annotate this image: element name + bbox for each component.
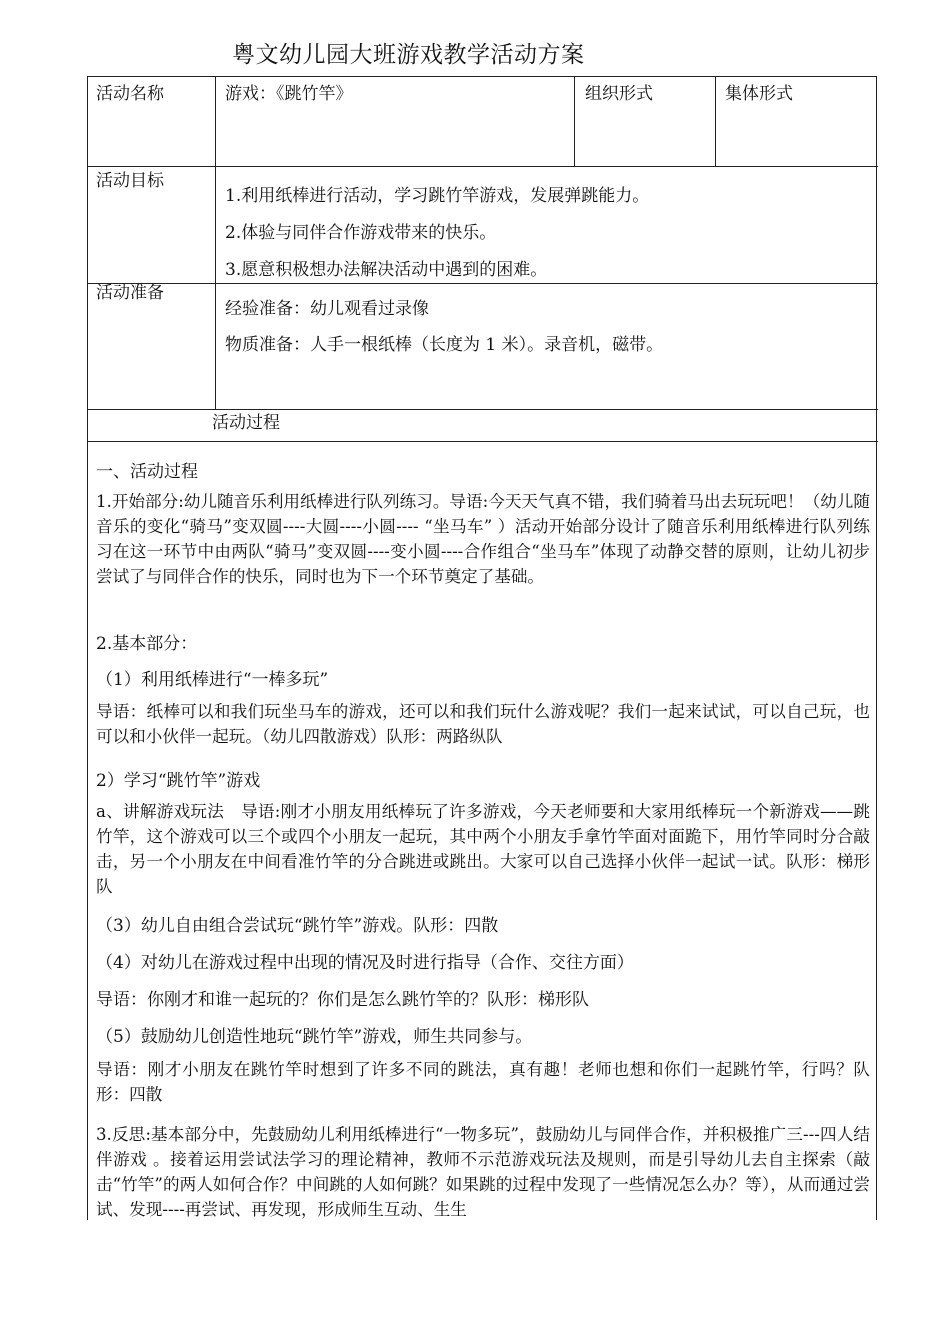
process-heading: 一、活动过程	[96, 462, 198, 482]
process-step-heading: （5）鼓励幼儿创造性地玩“跳竹竿”游戏，师生共同参与。	[96, 1027, 533, 1047]
column-divider	[715, 77, 716, 166]
goals-label: 活动目标	[96, 171, 164, 191]
process-paragraph-rules	[96, 799, 870, 899]
organization-form-value: 集体形式	[725, 84, 793, 104]
column-divider	[574, 77, 575, 166]
paragraph-text: 3.反思:基本部分中，先鼓励幼儿利用纸棒进行“一物多玩”，鼓励幼儿与同伴合作，并积极推广三---四人结伴游戏 。接着运用尝试法学习的理论精神，教师不示范游戏玩法及规则，而是引导幼儿去自主探索（敲击“竹竿”的两人如何合作？中间跳的人如何跳？如果跳的过程中发现了一些情况怎么办？等），从而通过尝试、发现----再尝试、再发现，形成师生互动、生生	[96, 1125, 870, 1219]
process-header: 活动过程	[212, 413, 280, 433]
row-divider	[88, 283, 878, 284]
row-divider	[88, 441, 878, 442]
activity-name-value: 游戏：《跳竹竿》	[225, 84, 353, 104]
paragraph-text: 导语：纸棒可以和我们玩坐马车的游戏，还可以和我们玩什么游戏呢？我们一起来试试，可以自己玩，也可以和小伙伴一起玩。（幼儿四散游戏）队形：两路纵队	[96, 702, 870, 746]
column-divider	[215, 77, 216, 409]
preparation-item: 物质准备：人手一根纸棒（长度为 1 米）。录音机，磁带。	[225, 335, 664, 355]
process-paragraph-start	[96, 489, 870, 589]
row-divider	[88, 409, 878, 410]
row-divider	[88, 166, 878, 167]
process-basic-heading: 2.基本部分：	[96, 634, 198, 654]
process-step-heading: （4）对幼儿在游戏过程中出现的情况及时进行指导（合作、交往方面）	[96, 953, 634, 973]
process-paragraph-reflection	[96, 1122, 870, 1222]
process-step-heading: （3）幼儿自由组合尝试玩“跳竹竿”游戏。队形：四散	[96, 916, 499, 936]
paragraph-text: 导语：刚才小朋友在跳竹竿时想到了许多不同的跳法，真有趣！老师也想和你们一起跳竹竿，行吗？队形：四散	[96, 1060, 870, 1104]
document-title: 粤文幼儿园大班游戏教学活动方案	[232, 42, 585, 68]
goal-item: 3.愿意积极想办法解决活动中遇到的困难。	[225, 260, 548, 280]
goal-item: 1.利用纸棒进行活动，学习跳竹竿游戏，发展弹跳能力。	[225, 186, 650, 206]
process-paragraph-guide	[96, 699, 870, 749]
goal-item: 2.体验与同伴合作游戏带来的快乐。	[225, 223, 497, 243]
process-guide-line: 导语：你刚才和谁一起玩的？你们是怎么跳竹竿的？队形：梯形队	[96, 990, 589, 1010]
process-step-heading: 2）学习“跳竹竿”游戏	[96, 771, 261, 791]
activity-name-label: 活动名称	[96, 84, 164, 104]
paragraph-text: a、讲解游戏玩法 导语:刚才小朋友用纸棒玩了许多游戏，今天老师要和大家用纸棒玩一个新游戏——跳竹竿，这个游戏可以三个或四个小朋友一起玩，其中两个小朋友手拿竹竿面对面跪下，用竹竿同时分合敲击，另一个小朋友在中间看准竹竿的分合跳进或跳出。大家可以自己选择小伙伴一起试一试。队形：梯形队	[96, 802, 870, 896]
paragraph-text: 1.开始部分:幼儿随音乐利用纸棒进行队列练习。导语:今天天气真不错，我们骑着马出去玩玩吧！（幼儿随音乐的变化“骑马”变双圆----大圆----小圆---- “坐马车” ）活动开始部分设计了随音乐利用纸棒进行队列练习在这一环节中由两队“骑马”变双圆----变小圆----合作组合“坐马车”体现了动静交替的原则，让幼儿初步尝试了与同伴合作的快乐，同时也为下一个环节奠定了基础。	[96, 492, 870, 586]
activity-plan-table	[87, 76, 877, 1220]
process-paragraph-together	[96, 1057, 870, 1107]
preparation-item: 经验准备：幼儿观看过录像	[225, 299, 429, 319]
organization-form-label: 组织形式	[585, 84, 653, 104]
process-step-heading: （1）利用纸棒进行“一棒多玩”	[96, 670, 329, 690]
preparation-label: 活动准备	[96, 283, 164, 303]
